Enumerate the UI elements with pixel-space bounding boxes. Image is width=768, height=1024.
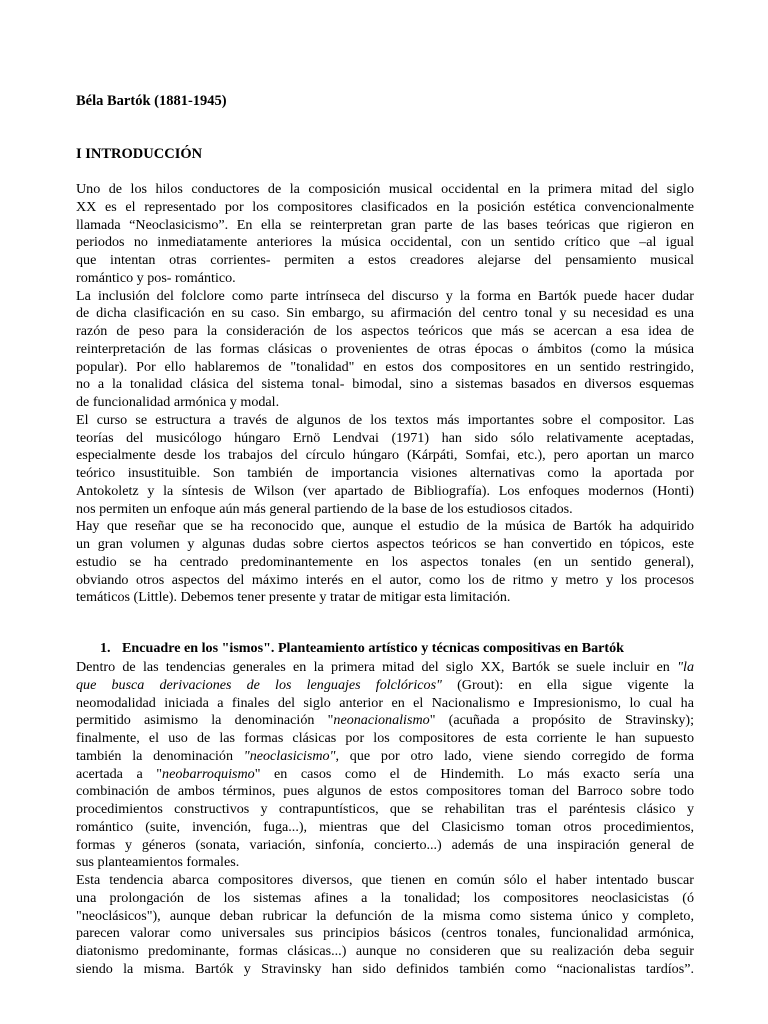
text-run: " (acuñada a propósito de Stravinsky); [429,712,694,729]
text-line: razón de peso para la consideración de los aspectos teóricos que más se acercan a esa idea de [76,323,694,339]
subsection-heading [100,640,624,658]
text-run: también la denominación [76,747,244,764]
introduction-body [76,181,694,607]
subsection-title: Encuadre en los "ismos". Planteamiento artístico y técnicas compositivas en Bartók [122,640,624,656]
text-line: diatonismo predominante, formas clásicas...) aunque no consideren que su realización deba seguir [76,943,694,959]
text-line: La inclusión del folclore como parte intrínseca del discurso y la forma en Bartók puede hacer dudar [76,287,694,304]
italic-run: "neoclasicismo" [243,747,336,764]
paragraph [76,412,694,519]
section-heading: I INTRODUCCIÓN [76,146,203,162]
text-run: , que por otro lado, viene siendo corregido de forma [335,747,694,764]
text-line: obviando otros aspectos del máximo interés en el autor, como los de ritmo y metro y los procesos [76,571,694,588]
text-run: " en casos como el de Hindemith. Lo más exacto sería una [254,765,694,782]
text-line: neomodalidad iniciada a finales del siglo anterior en el Nacionalismo e Impresionismo, lo cual ha [76,694,694,711]
text-run: Dentro de las tendencias generales en la primera mitad del siglo XX, Bartók se suele incluir en [76,659,678,675]
subsection-body [76,659,694,979]
text-line: Uno de los hilos conductores de la composición musical occidental en la primera mitad del siglo [76,181,694,197]
paragraph [76,518,694,607]
text-line [76,748,694,766]
text-run: acertada a " [76,765,163,782]
text-line: Hay que reseñar que se ha reconocido que, aunque el estudio de la música de Bartók ha adquirido [76,518,694,535]
text-run: permitido asimismo la denominación " [76,712,334,729]
text-line: un gran volumen y algunas dudas sobre ciertos aspectos teóricos se han convertido en tópicos, este [76,536,694,552]
text-line: combinación de ambos términos, pues algunos de estos compositores toman del Barroco sobre todo [76,783,694,800]
text-line: El curso se estructura a través de algunos de los textos más importantes sobre el compositor. Las [76,411,694,428]
document-title: Béla Bartók (1881-1945) [76,93,227,109]
paragraph [76,872,694,979]
text-line [76,712,694,730]
text-line: formas y géneros (sonata, variación, sinfonía, concierto...) además de una inspiración general de [76,836,694,853]
text-line [76,659,694,677]
text-line: una prolongación de los sistemas afines a la tonalidad; los compositores neoclasicistas (ó [76,889,694,906]
text-run: (Grout): en ella sigue vigente la [441,676,694,693]
text-line: teorías del musicólogo húngaro Ernö Lendvai (1971) han sido sólo relativamente aceptadas, [76,429,694,446]
text-line [76,766,694,784]
text-line: romántico (suite, invención, fuga...), mientras que del Clasicismo toman otros procedimientos, [76,818,694,835]
italic-run: neobarroquismo [162,765,255,782]
text-line: estudio se ha centrado predominantemente en los aspectos tonales (en un sentido general), [76,553,694,570]
italic-run: que busca derivaciones de los lenguajes folclóricos" [76,676,442,693]
text-line: Antokoletz y la síntesis de Wilson (ver apartado de Bibliografía). Los enfoques modernos (Honti) [76,482,694,499]
text-line: teórico insustituible. Son también de importancia visiones alternativas como la aportada por [76,465,694,481]
text-line: parecen valorar como universales sus principios básicos (centros tonales, funcionalidad armónica, [76,925,694,942]
text-line: romántico y pos- romántico. [76,269,236,286]
text-line: popular). Por ello hablaremos de "tonalidad" en estos dos compositores en un sentido restringido, [76,358,694,375]
text-line: que intentan otras corrientes- permiten a estos creadores alejarse del pensamiento musical [76,252,694,268]
text-line: "neoclásicos"), aunque deban rubricar la defunción de la misma como sistema único y completo, [76,907,694,924]
text-line: llamada “Neoclasicismo”. En ella se reinterpretan gran parte de las bases teóricas que rigieron en [76,216,694,233]
text-line: XX es el representado por los compositores clasificados en la posición estética convencionalmente [76,198,694,215]
text-line: reinterpretación de las formas clásicas o provenientes de otras épocas o ámbitos (como la música [76,340,694,357]
text-line: de dicha clasificación en su caso. Sin embargo, su afirmación del centro tonal y su necesidad es una [76,305,694,322]
text-line: especialmente desde los trabajos del círculo húngaro (Kárpáti, Somfai, etc.), pero aportan un marco [76,447,694,464]
italic-run: "la [677,659,694,675]
italic-run: neonacionalismo [333,712,430,729]
paragraph [76,659,694,872]
subsection-number: 1. [100,640,111,656]
paragraph [76,288,694,412]
text-line: temáticos (Little). Debemos tener presente y tratar de mitigar esta limitación. [76,589,511,606]
paragraph [76,181,694,288]
text-line [76,677,694,695]
text-line: periodos no inmediatamente anteriores la música occidental, con un sentido crítico que –al igual [76,234,694,251]
text-line: finalmente, el uso de las formas clásicas por los compositores de esta corriente le han supuesto [76,730,694,746]
text-line: siendo la misma. Bartók y Stravinsky han sido definidos también como “nacionalistas tardíos”. [76,960,694,977]
text-line: de funcionalidad armónica y modal. [76,394,280,410]
text-line: nos permiten un enfoque aún más general partiendo de la base de los estudiosos citados. [76,500,573,517]
text-line: procedimientos constructivos y contrapuntísticos, que se rehabilitan tras el paréntesis clásico y [76,801,694,817]
text-line: sus planteamientos formales. [76,854,240,871]
text-line: Esta tendencia abarca compositores diversos, que tienen en común sólo el haber intentado buscar [76,872,694,888]
text-line: no a la tonalidad clásica del sistema tonal- bimodal, sino a sistemas basados en diversos esquemas [76,376,694,393]
